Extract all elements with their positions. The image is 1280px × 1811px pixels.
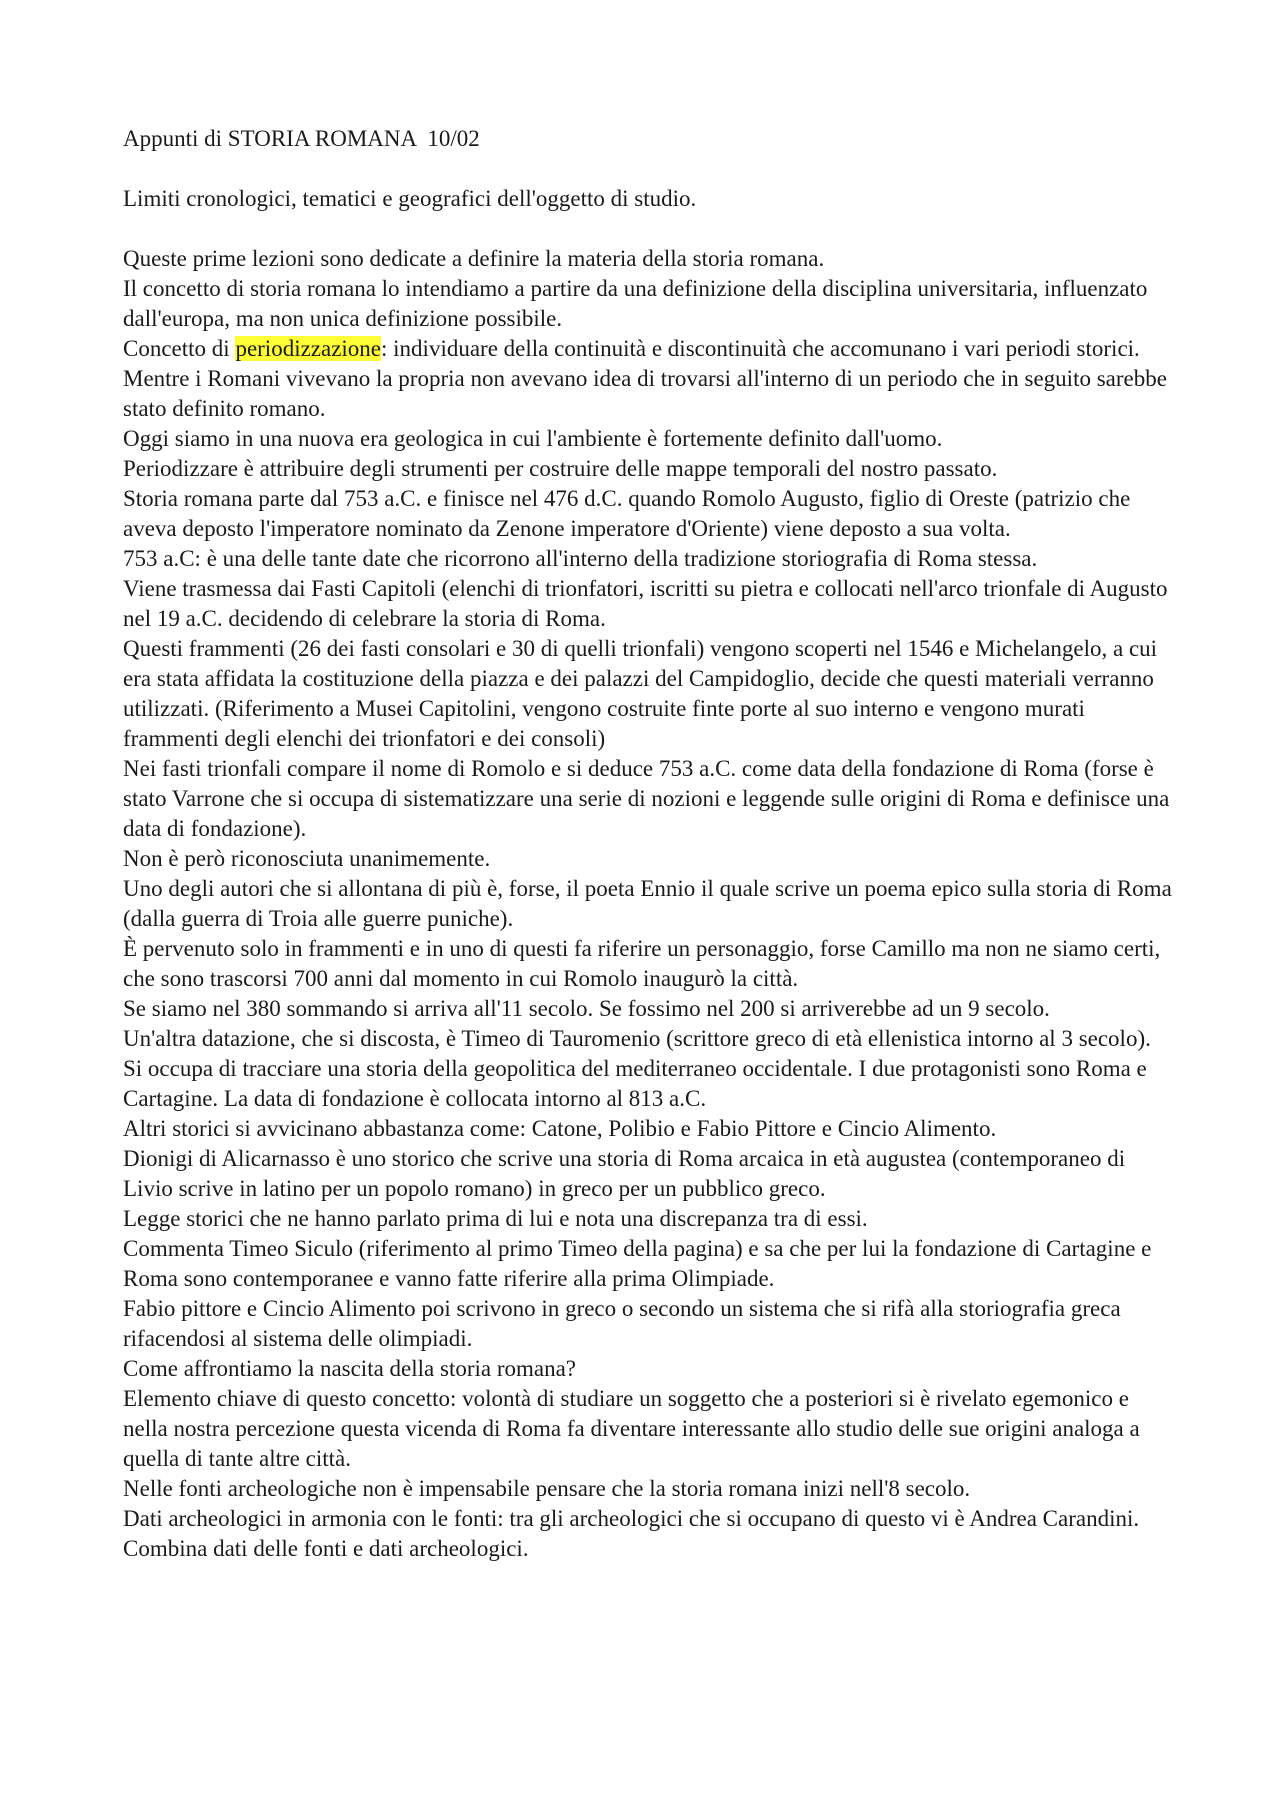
- periodization-suffix: : individuare della continuità e discontinuità che accomunano i vari periodi storici.: [381, 336, 1140, 361]
- paragraph: Un'altra datazione, che si discosta, è Timeo di Tauromenio (scrittore greco di età ellenistica intorno al 3 secolo).: [123, 1026, 1151, 1051]
- paragraph: Se siamo nel 380 sommando si arriva all'11 secolo. Se fossimo nel 200 si arriverebbe ad un 9 secolo.: [123, 996, 1050, 1021]
- paragraph: Il concetto di storia romana lo intendiamo a partire da una definizione della disciplina universitaria, influenzato dall'europa, ma non unica definizione possibile.: [123, 276, 1148, 331]
- paragraph: Queste prime lezioni sono dedicate a definire la materia della storia romana.: [123, 246, 825, 271]
- paragraph: Elemento chiave di questo concetto: volontà di studiare un soggetto che a posteriori si è rivelato egemonico e nella nostra percezione questa vicenda di Roma fa diventare interessante allo studio delle sue origini analoga a quella di tante altre città.: [123, 1386, 1140, 1471]
- paragraph: Nelle fonti archeologiche non è impensabile pensare che la storia romana inizi nell'8 secolo.: [123, 1476, 971, 1501]
- paragraph: Fabio pittore e Cincio Alimento poi scrivono in greco o secondo un sistema che si rifà alla storiografia greca rifacendosi al sistema delle olimpiadi.: [123, 1296, 1121, 1351]
- paragraph: Altri storici si avvicinano abbastanza come: Catone, Polibio e Fabio Pittore e Cincio Alimento.: [123, 1116, 997, 1141]
- paragraph: Si occupa di tracciare una storia della geopolitica del mediterraneo occidentale. I due protagonisti sono Roma e Cartagine. La data di fondazione è collocata intorno al 813 a.C.: [123, 1056, 1147, 1111]
- paragraph: Storia romana parte dal 753 a.C. e finisce nel 476 d.C. quando Romolo Augusto, figlio di Oreste (patrizio che aveva deposto l'imperatore nominato da Zenone imperatore d'Oriente) viene deposto a sua volta.: [123, 486, 1131, 541]
- paragraph: Uno degli autori che si allontana di più è, forse, il poeta Ennio il quale scrive un poema epico sulla storia di Roma (dalla guerra di Troia alle guerre puniche).: [123, 876, 1172, 931]
- paragraph: Dati archeologici in armonia con le fonti: tra gli archeologici che si occupano di questo vi è Andrea Carandini. Combina dati delle fonti e dati archeologici.: [123, 1506, 1140, 1561]
- paragraph: Legge storici che ne hanno parlato prima di lui e nota una discrepanza tra di essi.: [123, 1206, 868, 1231]
- paragraph: Questi frammenti (26 dei fasti consolari e 30 di quelli trionfali) vengono scoperti nel 1546 e Michelangelo, a cui era stata affidata la costituzione della piazza e dei palazzi del Campidoglio, decide che questi materiali verranno utilizzati. (Riferimento a Musei Capitolini, vengono costruite finte porte al suo interno e vengono murati frammenti degli elenchi dei trionfatori e dei consoli): [123, 636, 1158, 751]
- paragraph: 753 a.C: è una delle tante date che ricorrono all'interno della tradizione storiografia di Roma stessa.: [123, 546, 1038, 571]
- periodization-paragraph: [123, 334, 1173, 364]
- paragraph: È pervenuto solo in frammenti e in uno di questi fa riferire un personaggio, forse Camillo ma non ne siamo certi, che sono trascorsi 700 anni dal momento in cui Romolo inaugurò la città.: [123, 936, 1161, 991]
- paragraph: Viene trasmessa dai Fasti Capitoli (elenchi di trionfatori, iscritti su pietra e collocati nell'arco trionfale di Augusto nel 19 a.C. decidendo di celebrare la storia di Roma.: [123, 576, 1168, 631]
- document-body: [123, 124, 1173, 1564]
- periodization-prefix: Concetto di: [123, 336, 236, 361]
- paragraph: Nei fasti trionfali compare il nome di Romolo e si deduce 753 a.C. come data della fondazione di Roma (forse è stato Varrone che si occupa di sistematizzare una serie di nozioni e leggende sulle origini di Roma e definisce una data di fondazione).: [123, 756, 1170, 841]
- paragraph: Oggi siamo in una nuova era geologica in cui l'ambiente è fortemente definito dall'uomo.: [123, 426, 943, 451]
- document-title: Appunti di STORIA ROMANA 10/02: [123, 126, 480, 151]
- paragraph: Mentre i Romani vivevano la propria non avevano idea di trovarsi all'interno di un periodo che in seguito sarebbe stato definito romano.: [123, 366, 1167, 421]
- paragraph: Dionigi di Alicarnasso è uno storico che scrive una storia di Roma arcaica in età augustea (contemporaneo di Livio scrive in latino per un popolo romano) in greco per un pubblico greco.: [123, 1146, 1126, 1201]
- paragraph: Non è però riconosciuta unanimemente.: [123, 846, 491, 871]
- paragraph: Periodizzare è attribuire degli strumenti per costruire delle mappe temporali del nostro passato.: [123, 456, 998, 481]
- highlighted-term: periodizzazione: [235, 336, 382, 361]
- paragraph: Commenta Timeo Siculo (riferimento al primo Timeo della pagina) e sa che per lui la fondazione di Cartagine e Roma sono contemporanee e vanno fatte riferire alla prima Olimpiade.: [123, 1236, 1152, 1291]
- paragraph: Come affrontiamo la nascita della storia romana?: [123, 1356, 577, 1381]
- document-subtitle: Limiti cronologici, tematici e geografici dell'oggetto di studio.: [123, 186, 697, 211]
